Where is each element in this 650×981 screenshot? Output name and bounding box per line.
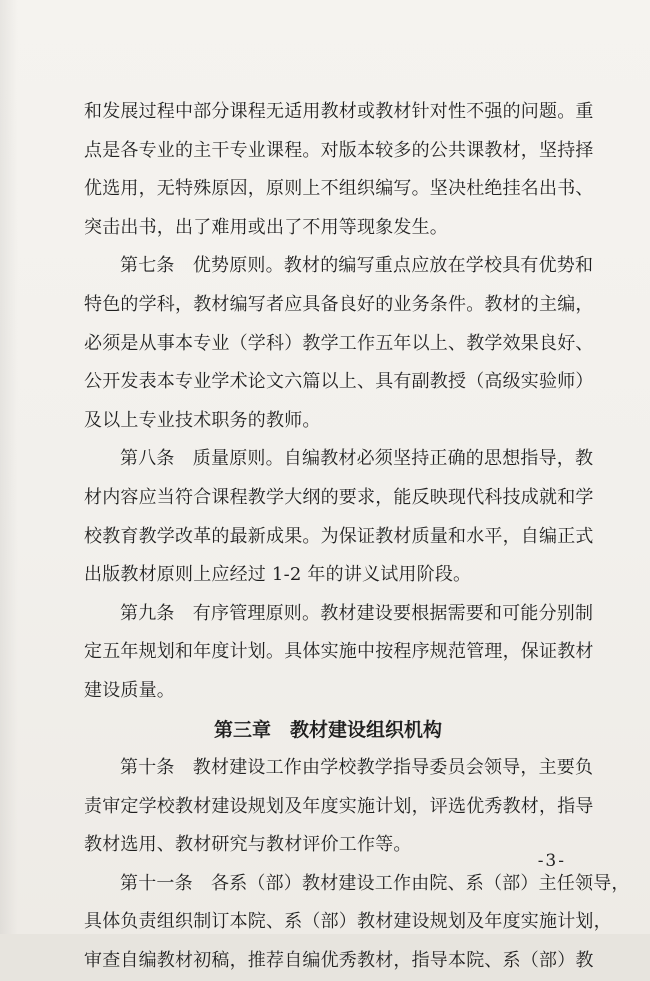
text-line: 优选用，无特殊原因，原则上不组织编写。坚决杜绝挂名出书、	[84, 178, 594, 200]
text-line: 特色的学科，教材编写者应具备良好的业务条件。教材的主编，	[84, 293, 594, 315]
text-line: 及以上专业技术职务的教师。	[84, 409, 321, 431]
document-body	[84, 93, 630, 981]
page-edge-shadow	[0, 0, 18, 934]
article-7-first-line: 第七条 优势原则。教材的编写重点应放在学校具有优势和	[120, 255, 594, 277]
text-line: 责审定学校教材建设规划及年度实施计划，评选优秀教材，指导	[84, 795, 594, 817]
text-line: 校教育教学改革的最新成果。为保证教材质量和水平，自编正式	[84, 525, 594, 547]
text-line: 审查自编教材初稿，推荐自编优秀教材，指导本院、系（部）教	[84, 950, 594, 972]
text-line: 必须是从事本专业（学科）教学工作五年以上、教学效果良好、	[84, 332, 594, 354]
article-8-first-line: 第八条 质量原则。自编教材必须坚持正确的思想指导，教	[120, 448, 594, 470]
text-line: 材内容应当符合课程教学大纲的要求，能反映现代科技成就和学	[84, 486, 594, 508]
text-line: 建设质量。	[84, 679, 175, 701]
text-line: 公开发表本专业学术论文六篇以上、具有副教授（高级实验师）	[84, 371, 594, 393]
article-11-first-line: 第十一条 各系（部）教材建设工作由院、系（部）主任领导，	[120, 872, 630, 894]
page-number: -3-	[537, 851, 566, 871]
text-line: 突击出书，出了难用或出了不用等现象发生。	[84, 216, 448, 238]
text-line: 点是各专业的主干专业课程。对版本较多的公共课教材，坚持择	[84, 139, 594, 161]
text-line: 出版教材原则上应经过 1-2 年的讲义试用阶段。	[84, 564, 472, 586]
text-line: 具体负责组织制订本院、系（部）教材建设规划及年度实施计划，	[84, 911, 612, 933]
article-10-first-line: 第十条 教材建设工作由学校教学指导委员会领导，主要负	[120, 757, 594, 779]
article-9-first-line: 第九条 有序管理原则。教材建设要根据需要和可能分别制	[120, 602, 594, 624]
chapter-heading: 第三章 教材建设组织机构	[213, 718, 442, 741]
text-line: 教材选用、教材研究与教材评价工作等。	[84, 834, 412, 856]
text-line: 定五年规划和年度计划。具体实施中按程序规范管理，保证教材	[84, 641, 594, 663]
text-line: 和发展过程中部分课程无适用教材或教材针对性不强的问题。重	[84, 101, 594, 122]
